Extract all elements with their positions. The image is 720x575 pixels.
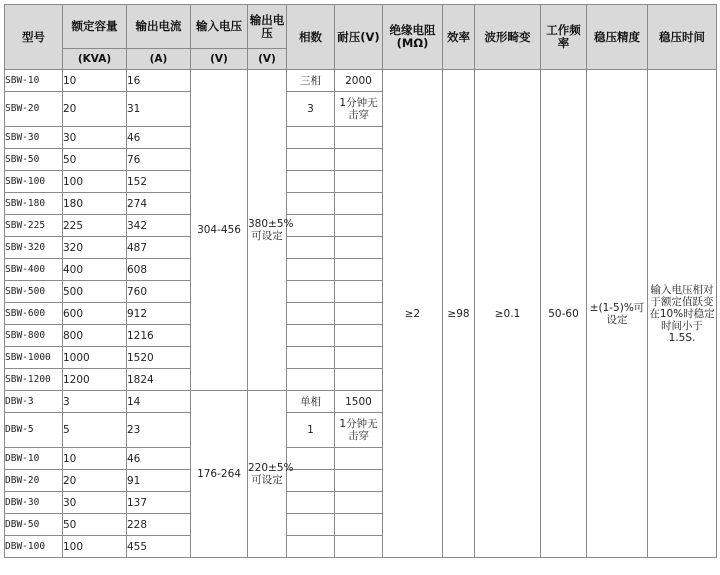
header-model: 型号 (5, 5, 63, 70)
current-cell: 1824 (127, 369, 191, 391)
capacity-cell: 5 (63, 413, 127, 448)
model-cell: SBW-1000 (5, 347, 63, 369)
model-cell: SBW-800 (5, 325, 63, 347)
withstand-cell (335, 237, 383, 259)
model-cell: SBW-50 (5, 149, 63, 171)
capacity-cell: 3 (63, 391, 127, 413)
withstand-cell (335, 259, 383, 281)
current-cell: 137 (127, 492, 191, 514)
withstand-cell (335, 193, 383, 215)
model-cell: SBW-500 (5, 281, 63, 303)
efficiency-cell: ≥98 (443, 70, 475, 558)
model-cell: SBW-10 (5, 70, 63, 92)
current-cell: 912 (127, 303, 191, 325)
model-cell: DBW-3 (5, 391, 63, 413)
output-voltage-cell: 380±5%可设定 (248, 70, 287, 391)
current-cell: 91 (127, 470, 191, 492)
header-insulation: 绝缘电阻(MΩ) (383, 5, 443, 70)
withstand-cell (335, 303, 383, 325)
response-cell: 输入电压相对于额定值跃变在10%时稳定时间小于1.5S. (648, 70, 717, 558)
header-accuracy: 稳压精度 (587, 5, 648, 70)
capacity-cell: 180 (63, 193, 127, 215)
model-cell: SBW-180 (5, 193, 63, 215)
withstand-cell (335, 514, 383, 536)
withstand-cell (335, 347, 383, 369)
phase-cell (287, 492, 335, 514)
input-voltage-cell: 304-456 (191, 70, 248, 391)
waveform-cell: ≥0.1 (475, 70, 541, 558)
frequency-cell: 50-60 (541, 70, 587, 558)
withstand-cell (335, 536, 383, 558)
capacity-cell: 50 (63, 149, 127, 171)
unit-current: (A) (127, 49, 191, 70)
capacity-cell: 1000 (63, 347, 127, 369)
withstand-cell (335, 448, 383, 470)
model-cell: SBW-20 (5, 92, 63, 127)
model-cell: DBW-10 (5, 448, 63, 470)
model-cell: DBW-100 (5, 536, 63, 558)
capacity-cell: 30 (63, 492, 127, 514)
current-cell: 342 (127, 215, 191, 237)
phase-cell (287, 514, 335, 536)
current-cell: 16 (127, 70, 191, 92)
current-cell: 14 (127, 391, 191, 413)
capacity-cell: 400 (63, 259, 127, 281)
capacity-cell: 50 (63, 514, 127, 536)
output-voltage-cell: 220±5%可设定 (248, 391, 287, 558)
table-header (5, 5, 717, 70)
current-cell: 31 (127, 92, 191, 127)
header-response: 稳压时间 (648, 5, 717, 70)
withstand-cell: 1分钟无击穿 (335, 413, 383, 448)
phase-cell: 三相 (287, 70, 335, 92)
withstand-cell (335, 215, 383, 237)
table-row (5, 70, 717, 92)
phase-cell (287, 127, 335, 149)
header-phase: 相数 (287, 5, 335, 70)
current-cell: 1216 (127, 325, 191, 347)
header-output-voltage: 输出电压 (248, 5, 287, 49)
capacity-cell: 320 (63, 237, 127, 259)
current-cell: 46 (127, 127, 191, 149)
unit-output-voltage: (V) (248, 49, 287, 70)
table-body (5, 70, 717, 558)
current-cell: 152 (127, 171, 191, 193)
header-frequency: 工作频率 (541, 5, 587, 70)
current-cell: 23 (127, 413, 191, 448)
model-cell: SBW-320 (5, 237, 63, 259)
capacity-cell: 800 (63, 325, 127, 347)
current-cell: 608 (127, 259, 191, 281)
header-waveform: 波形畸变 (475, 5, 541, 70)
input-voltage-cell: 176-264 (191, 391, 248, 558)
model-cell: SBW-225 (5, 215, 63, 237)
model-cell: DBW-30 (5, 492, 63, 514)
current-cell: 760 (127, 281, 191, 303)
phase-cell (287, 369, 335, 391)
current-cell: 46 (127, 448, 191, 470)
capacity-cell: 30 (63, 127, 127, 149)
capacity-cell: 20 (63, 92, 127, 127)
model-cell: DBW-5 (5, 413, 63, 448)
model-cell: SBW-600 (5, 303, 63, 325)
capacity-cell: 10 (63, 448, 127, 470)
model-cell: DBW-50 (5, 514, 63, 536)
withstand-cell (335, 281, 383, 303)
header-withstand: 耐压(V) (335, 5, 383, 70)
phase-cell (287, 536, 335, 558)
header-efficiency: 效率 (443, 5, 475, 70)
phase-cell (287, 281, 335, 303)
phase-cell (287, 171, 335, 193)
withstand-cell (335, 369, 383, 391)
withstand-cell: 1分钟无击穿 (335, 92, 383, 127)
phase-cell (287, 193, 335, 215)
capacity-cell: 500 (63, 281, 127, 303)
spec-table (4, 4, 717, 558)
phase-cell (287, 149, 335, 171)
withstand-cell (335, 171, 383, 193)
phase-cell (287, 325, 335, 347)
current-cell: 76 (127, 149, 191, 171)
current-cell: 228 (127, 514, 191, 536)
header-capacity: 额定容量 (63, 5, 127, 49)
withstand-cell (335, 325, 383, 347)
header-input-voltage: 输入电压 (191, 5, 248, 49)
capacity-cell: 100 (63, 536, 127, 558)
withstand-cell (335, 149, 383, 171)
phase-cell (287, 347, 335, 369)
insulation-cell: ≥2 (383, 70, 443, 558)
model-cell: SBW-1200 (5, 369, 63, 391)
model-cell: SBW-30 (5, 127, 63, 149)
accuracy-cell: ±(1-5)%可设定 (587, 70, 648, 558)
capacity-cell: 1200 (63, 369, 127, 391)
capacity-cell: 100 (63, 171, 127, 193)
phase-cell: 3 (287, 92, 335, 127)
phase-cell (287, 237, 335, 259)
phase-cell (287, 303, 335, 325)
withstand-cell (335, 127, 383, 149)
current-cell: 274 (127, 193, 191, 215)
header-current: 输出电流 (127, 5, 191, 49)
current-cell: 487 (127, 237, 191, 259)
model-cell: DBW-20 (5, 470, 63, 492)
capacity-cell: 20 (63, 470, 127, 492)
withstand-cell (335, 492, 383, 514)
withstand-cell (335, 470, 383, 492)
phase-cell (287, 259, 335, 281)
capacity-cell: 600 (63, 303, 127, 325)
current-cell: 455 (127, 536, 191, 558)
model-cell: SBW-400 (5, 259, 63, 281)
capacity-cell: 225 (63, 215, 127, 237)
phase-cell: 单相 (287, 391, 335, 413)
model-cell: SBW-100 (5, 171, 63, 193)
withstand-cell: 2000 (335, 70, 383, 92)
unit-input-voltage: (V) (191, 49, 248, 70)
unit-capacity: (KVA) (63, 49, 127, 70)
withstand-cell: 1500 (335, 391, 383, 413)
phase-cell: 1 (287, 413, 335, 448)
capacity-cell: 10 (63, 70, 127, 92)
current-cell: 1520 (127, 347, 191, 369)
